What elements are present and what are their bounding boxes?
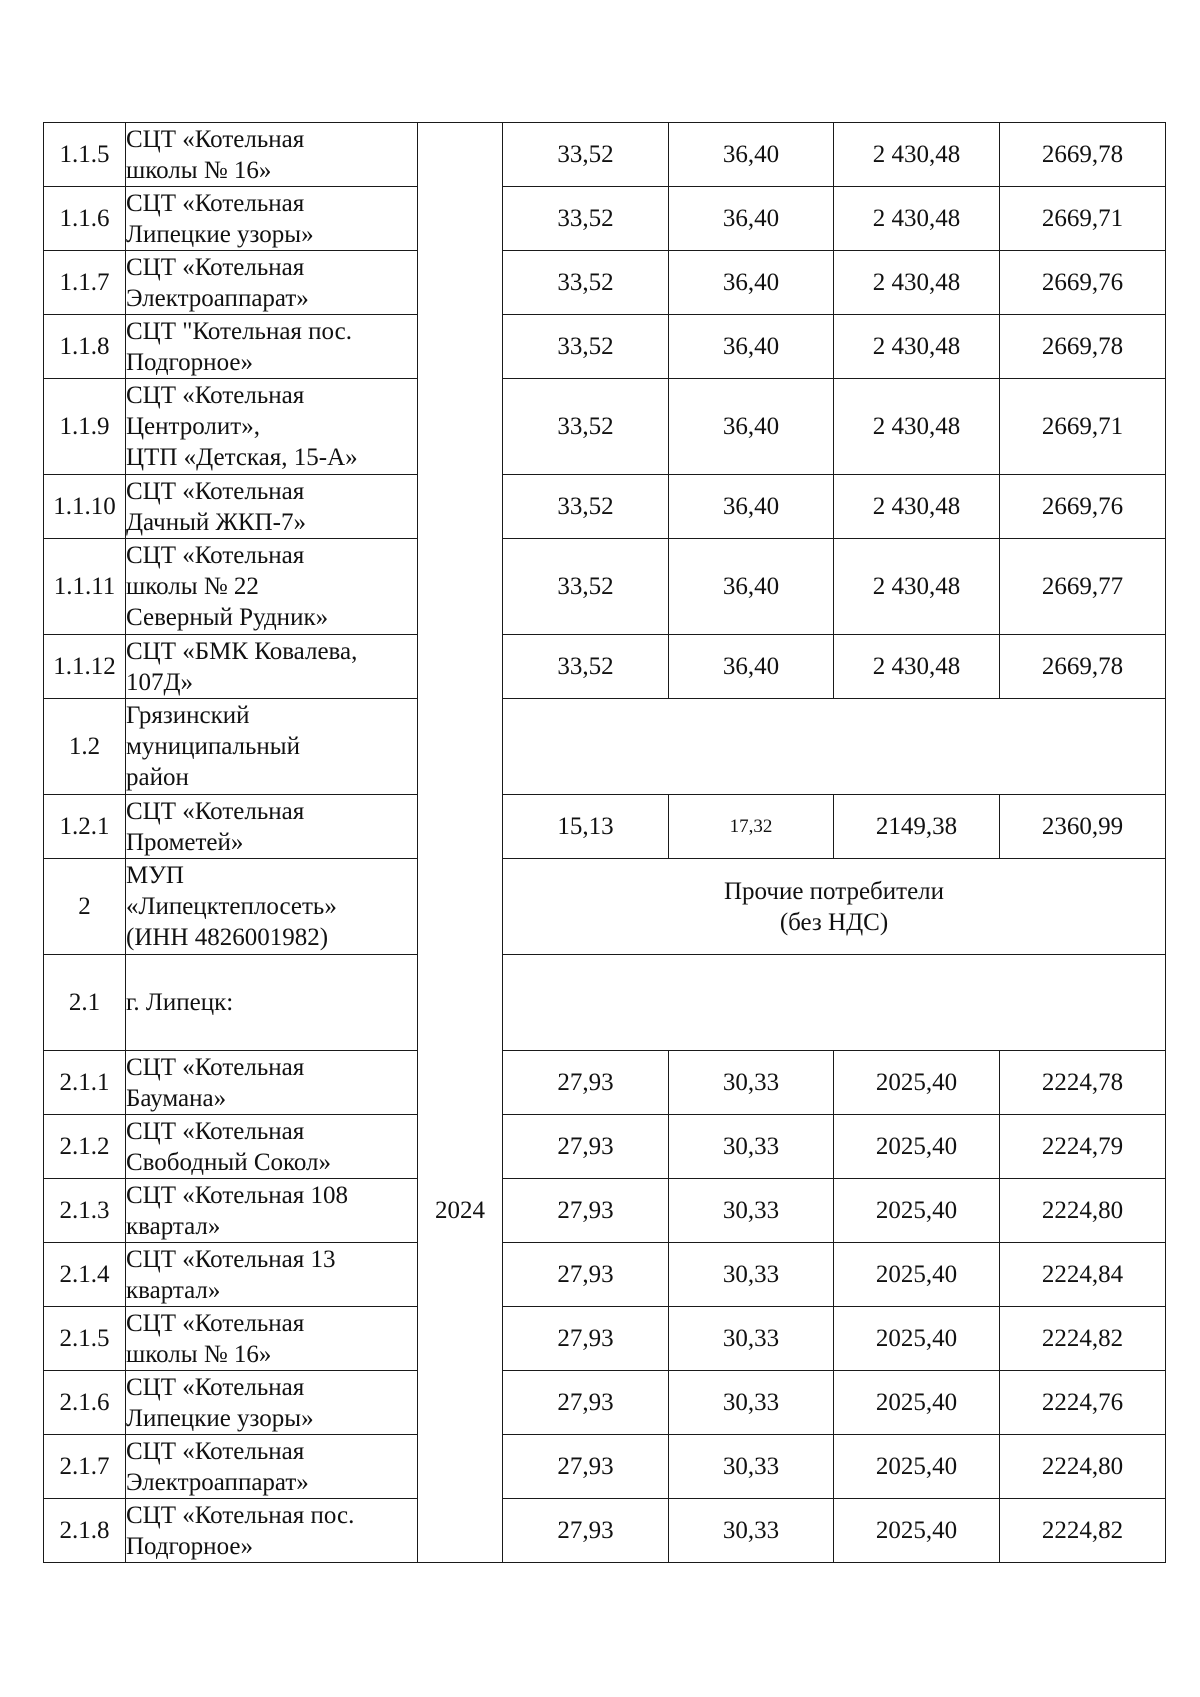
value-cell-1: 27,93 [503,1243,669,1307]
row-name [126,123,418,187]
year-cell-empty [418,123,503,187]
table-row [44,1435,1166,1499]
value-cell-3: 2025,40 [834,1243,1000,1307]
table-row [44,475,1166,539]
row-name-line: СЦТ «Котельная [126,125,305,153]
value-cell-1: 33,52 [503,475,669,539]
row-name-line: Дачный ЖКП-7» [126,508,306,536]
row-code: 2.1.3 [44,1179,126,1243]
value-cell-3: 2 430,48 [834,379,1000,475]
table-row [44,795,1166,859]
value-cell-3: 2149,38 [834,795,1000,859]
table-row [44,1179,1166,1243]
row-name [126,1371,418,1435]
value-cell-3: 2 430,48 [834,635,1000,699]
value-cell-3: 2025,40 [834,1499,1000,1563]
value-cell-2: 30,33 [669,1371,834,1435]
value-cell-4: 2669,76 [1000,251,1166,315]
row-name [126,1115,418,1179]
row-name [126,379,418,475]
row-name-line: квартал» [126,1276,221,1304]
year-cell: 2024 [418,859,503,1563]
row-name [126,1499,418,1563]
value-cell-4: 2360,99 [1000,795,1166,859]
row-name-line: СЦТ «Котельная [126,1437,305,1465]
row-name-line: школы № 16» [126,156,272,184]
consumer-category-line: Прочие потребители [723,877,945,905]
table-row [44,1499,1166,1563]
table-row [44,539,1166,635]
value-cell-4: 2669,76 [1000,475,1166,539]
row-name-line: СЦТ «Котельная [126,253,305,281]
tariff-table [43,122,1166,1563]
row-code: 1.1.9 [44,379,126,475]
value-cell-3: 2 430,48 [834,539,1000,635]
row-name-line: СЦТ «Котельная [126,477,305,505]
row-code: 2.1.6 [44,1371,126,1435]
row-name-line: Электроаппарат» [126,284,309,312]
value-cell-1: 33,52 [503,251,669,315]
table-row [44,315,1166,379]
value-cell-3: 2 430,48 [834,475,1000,539]
value-cell-4: 2224,76 [1000,1371,1166,1435]
row-name-line: ЦТП «Детская, 15-А» [126,444,358,471]
row-name-line: СЦТ «Котельная 13 [126,1245,336,1273]
value-cell-2: 36,40 [669,635,834,699]
table-row [44,1307,1166,1371]
row-name-line: СЦТ "Котельная пос. [126,317,353,345]
row-name-line: муниципальный [126,733,300,760]
value-cell-1: 33,52 [503,539,669,635]
value-cell-3: 2 430,48 [834,315,1000,379]
value-cell-2: 36,40 [669,187,834,251]
value-cell-3: 2 430,48 [834,123,1000,187]
year-cell-empty [418,699,503,795]
value-cell-1: 33,52 [503,123,669,187]
value-cell-3: 2025,40 [834,1307,1000,1371]
row-name [126,187,418,251]
value-cell-2: 36,40 [669,475,834,539]
table-row [44,1051,1166,1115]
value-cell-4: 2224,79 [1000,1115,1166,1179]
value-cell-1: 33,52 [503,187,669,251]
value-cell-2: 30,33 [669,1435,834,1499]
table-row [44,123,1166,187]
empty-merged-cell [503,955,1166,1051]
value-cell-4: 2224,82 [1000,1499,1166,1563]
row-code: 1.1.12 [44,635,126,699]
value-cell-2: 17,32 [669,795,834,859]
row-name-line: СЦТ «Котельная [126,1309,305,1337]
value-cell-2: 36,40 [669,123,834,187]
row-code: 2.1.1 [44,1051,126,1115]
row-name [126,1243,418,1307]
empty-merged-cell [503,699,1166,795]
row-name-line: Грязинский [126,702,250,729]
value-cell-1: 27,93 [503,1371,669,1435]
row-name-line: квартал» [126,1212,221,1240]
value-cell-1: 27,93 [503,1499,669,1563]
row-name-line: Липецкие узоры» [126,1404,314,1432]
year-cell-empty [418,251,503,315]
value-cell-1: 27,93 [503,1179,669,1243]
row-name [126,315,418,379]
value-cell-2: 36,40 [669,251,834,315]
row-name-line: школы № 16» [126,1340,272,1368]
value-cell-4: 2224,84 [1000,1243,1166,1307]
row-name-line: Прометей» [126,828,244,856]
value-cell-1: 27,93 [503,1115,669,1179]
row-name-line: Свободный Сокол» [126,1148,332,1176]
table-row [44,635,1166,699]
row-name [126,955,418,1051]
row-code: 2 [44,859,126,955]
row-name-line: 107Д» [126,668,194,696]
table-row [44,1243,1166,1307]
row-name-line: Электроаппарат» [126,1468,309,1496]
row-name-line: СЦТ «БМК Ковалева, [126,637,358,665]
value-cell-1: 33,52 [503,635,669,699]
value-cell-4: 2669,71 [1000,187,1166,251]
tariff-table-body [44,123,1166,1563]
value-cell-2: 30,33 [669,1243,834,1307]
row-name-line: СЦТ «Котельная [126,1117,305,1145]
year-cell-empty [418,475,503,539]
value-cell-2: 30,33 [669,1499,834,1563]
value-cell-4: 2669,78 [1000,635,1166,699]
value-cell-4: 2669,78 [1000,123,1166,187]
value-cell-4: 2224,82 [1000,1307,1166,1371]
year-cell-empty [418,315,503,379]
row-code: 1.1.6 [44,187,126,251]
row-name-line: Северный Рудник» [126,604,329,631]
table-row [44,379,1166,475]
value-cell-3: 2025,40 [834,1179,1000,1243]
row-name-line: Липецкие узоры» [126,220,314,248]
value-cell-1: 27,93 [503,1051,669,1115]
row-name-line: Баумана» [126,1084,227,1112]
row-code: 2.1.2 [44,1115,126,1179]
row-name [126,859,418,955]
row-name [126,1179,418,1243]
value-cell-4: 2669,71 [1000,379,1166,475]
value-cell-3: 2 430,48 [834,251,1000,315]
row-name-line: СЦТ «Котельная [126,1053,305,1081]
value-cell-4: 2669,78 [1000,315,1166,379]
value-cell-1: 15,13 [503,795,669,859]
value-cell-1: 27,93 [503,1307,669,1371]
value-cell-2: 36,40 [669,315,834,379]
row-code: 1.1.10 [44,475,126,539]
row-code: 2.1 [44,955,126,1051]
row-name-line: Подгорное» [126,1532,253,1560]
table-row [44,1371,1166,1435]
value-cell-1: 27,93 [503,1435,669,1499]
row-name-line: район [126,764,189,791]
row-code: 2.1.5 [44,1307,126,1371]
row-name-line: Центролит», [126,413,260,440]
row-code: 1.2 [44,699,126,795]
value-cell-2: 30,33 [669,1051,834,1115]
table-row [44,251,1166,315]
value-cell-2: 30,33 [669,1307,834,1371]
row-name [126,475,418,539]
row-code: 1.1.8 [44,315,126,379]
row-code: 2.1.4 [44,1243,126,1307]
row-name [126,1307,418,1371]
row-code: 2.1.7 [44,1435,126,1499]
row-name-line: «Липецктеплосеть» [126,893,337,920]
row-code: 1.1.5 [44,123,126,187]
value-cell-2: 30,33 [669,1179,834,1243]
row-name [126,795,418,859]
value-cell-4: 2224,80 [1000,1435,1166,1499]
value-cell-4: 2669,77 [1000,539,1166,635]
consumer-category-line: (без НДС) [779,908,889,936]
value-cell-3: 2025,40 [834,1051,1000,1115]
value-cell-3: 2025,40 [834,1115,1000,1179]
row-name-line: МУП [126,862,184,889]
row-name-line: СЦТ «Котельная [126,1373,305,1401]
group-row [44,955,1166,1051]
row-name-line: СЦТ «Котельная [126,542,305,569]
value-cell-3: 2025,40 [834,1435,1000,1499]
row-name [126,635,418,699]
row-name [126,1435,418,1499]
year-cell-empty [418,539,503,635]
row-name-line: г. Липецк: [126,989,234,1016]
value-cell-2: 36,40 [669,539,834,635]
row-name-line: СЦТ «Котельная [126,797,305,825]
row-name-line: школы № 22 [126,573,259,600]
value-cell-1: 33,52 [503,315,669,379]
value-cell-2: 30,33 [669,1115,834,1179]
row-code: 1.1.11 [44,539,126,635]
value-cell-4: 2224,78 [1000,1051,1166,1115]
value-cell-3: 2 430,48 [834,187,1000,251]
row-name-line: СЦТ «Котельная пос. [126,1501,355,1529]
consumer-category-cell [503,859,1166,955]
row-name-line: (ИНН 4826001982) [126,924,329,951]
row-name [126,1051,418,1115]
row-name [126,251,418,315]
value-cell-2: 36,40 [669,379,834,475]
row-name-line: СЦТ «Котельная [126,189,305,217]
group-row [44,699,1166,795]
row-name-line: СЦТ «Котельная [126,382,305,409]
value-cell-3: 2025,40 [834,1371,1000,1435]
year-cell-empty [418,379,503,475]
year-cell-empty [418,187,503,251]
row-name [126,699,418,795]
row-name-line: Подгорное» [126,348,253,376]
year-cell-empty [418,635,503,699]
row-code: 1.2.1 [44,795,126,859]
row-code: 2.1.8 [44,1499,126,1563]
row-name [126,539,418,635]
section-header-row [44,859,1166,955]
year-cell-empty [418,795,503,859]
table-row [44,1115,1166,1179]
row-code: 1.1.7 [44,251,126,315]
value-cell-4: 2224,80 [1000,1179,1166,1243]
row-name-line: СЦТ «Котельная 108 [126,1181,348,1209]
value-cell-1: 33,52 [503,379,669,475]
table-row [44,187,1166,251]
